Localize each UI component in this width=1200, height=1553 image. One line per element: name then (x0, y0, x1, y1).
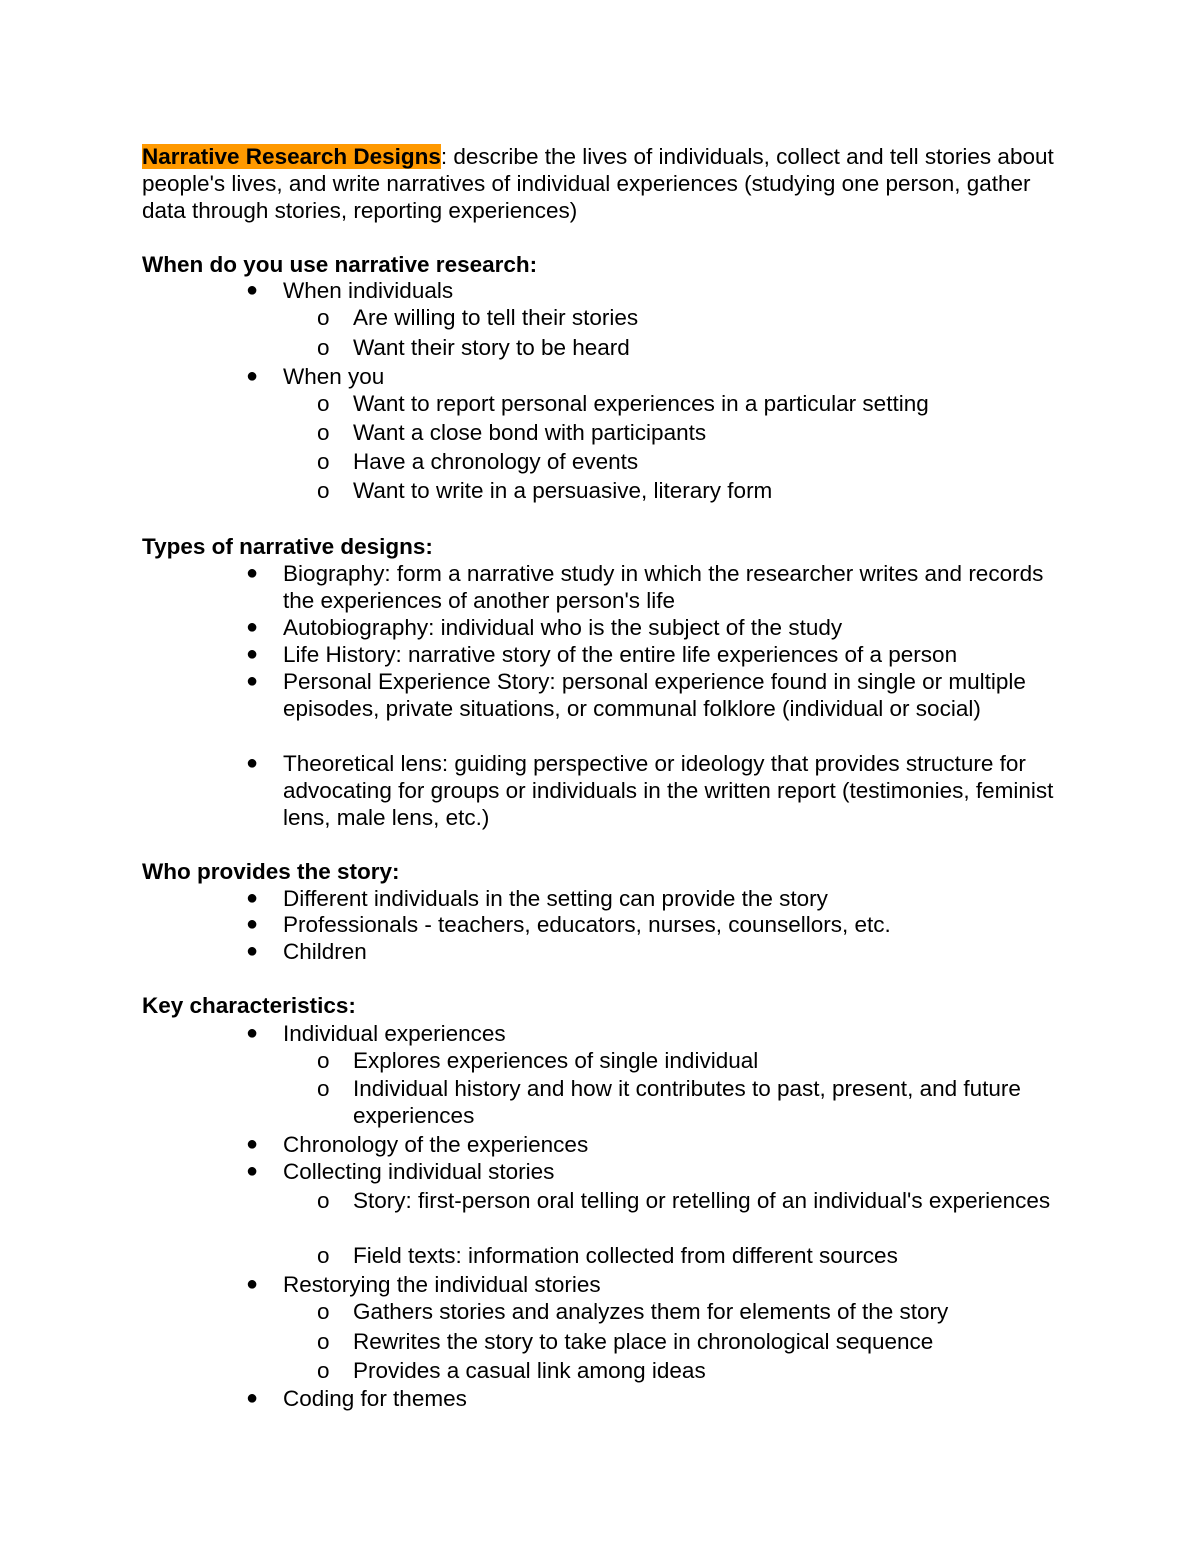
sub-list-item: o Want to write in a persuasive, literary form (317, 478, 773, 503)
bullet-icon: ● (246, 752, 259, 774)
bullet-icon: ● (246, 913, 259, 935)
sub-bullet-icon: o (317, 1329, 330, 1354)
sub-list-item: o Explores experiences of single individual (317, 1048, 759, 1073)
sub-bullet-icon: o (317, 1299, 330, 1324)
sub-list-item: o Provides a casual link among ideas (317, 1358, 706, 1383)
list-item: ● Chronology of the experiences (246, 1132, 589, 1157)
bullet-icon: ● (246, 643, 259, 665)
sub-list-item: o Individual history and how it contributes to past, present, and future experiences (317, 1076, 1021, 1128)
list-item: ● Personal Experience Story: personal experience found in single or multiple episodes, private situations, or communal folklore (individual or social) (246, 669, 1026, 721)
sub-list-item: o Gathers stories and analyzes them for elements of the story (317, 1299, 949, 1324)
sub-bullet-icon: o (317, 305, 330, 330)
bullet-icon: ● (246, 1133, 259, 1155)
sub-list-item: o Field texts: information collected from different sources (317, 1243, 898, 1268)
highlighted-term: Narrative Research Designs (142, 144, 441, 169)
list-item: ● Coding for themes (246, 1386, 467, 1411)
bullet-icon: ● (246, 887, 259, 909)
bullet-icon: ● (246, 1022, 259, 1044)
list-item: ● Individual experiences (246, 1021, 506, 1046)
sub-bullet-icon: o (317, 420, 330, 445)
bullet-icon: ● (246, 1387, 259, 1409)
list-item: ● Restorying the individual stories (246, 1272, 601, 1297)
sub-bullet-icon: o (317, 1048, 330, 1073)
bullet-icon: ● (246, 279, 259, 301)
sub-bullet-icon: o (317, 1076, 330, 1101)
sub-bullet-icon: o (317, 478, 330, 503)
list-item: ● When individuals (246, 278, 454, 303)
intro-paragraph (142, 143, 1062, 224)
list-item: ● Theoretical lens: guiding perspective or ideology that provides structure for advocating for groups or individuals in the written report (testimonies, feminist lens, male lens, etc.) (246, 751, 1054, 830)
list-item: ● Collecting individual stories (246, 1159, 555, 1184)
bullet-icon: ● (246, 1273, 259, 1295)
bullet-icon: ● (246, 365, 259, 387)
intro-text: : describe the lives of individuals, collect and tell stories about people's lives, and write narratives of individual experiences (studying one person, gather data through stories, reporting experiences) (142, 144, 1054, 223)
list-item: ● Children (246, 939, 367, 964)
list-item: ● Biography: form a narrative study in which the researcher writes and records the experiences of another person's life (246, 561, 1044, 613)
sub-bullet-icon: o (317, 1188, 330, 1213)
sub-bullet-icon: o (317, 1243, 330, 1268)
sub-bullet-icon: o (317, 449, 330, 474)
sub-bullet-icon: o (317, 1358, 330, 1383)
sub-list-item: o Want their story to be heard (317, 335, 630, 360)
bullet-icon: ● (246, 562, 259, 584)
list-item: ● When you (246, 364, 385, 389)
sub-list-item: o Want to report personal experiences in a particular setting (317, 391, 929, 416)
sub-list-item: o Rewrites the story to take place in chronological sequence (317, 1329, 934, 1354)
list-item: ● Professionals - teachers, educators, nurses, counsellors, etc. (246, 912, 891, 937)
section-heading-types: Types of narrative designs: (142, 534, 433, 559)
list-item: ● Life History: narrative story of the entire life experiences of a person (246, 642, 958, 667)
bullet-icon: ● (246, 940, 259, 962)
sub-list-item: o Want a close bond with participants (317, 420, 707, 445)
section-heading-when: When do you use narrative research: (142, 252, 538, 277)
list-item: ● Autobiography: individual who is the subject of the study (246, 615, 843, 640)
sub-list-item: o Have a chronology of events (317, 449, 639, 474)
sub-bullet-icon: o (317, 335, 330, 360)
bullet-icon: ● (246, 670, 259, 692)
sub-list-item: o Are willing to tell their stories (317, 305, 639, 330)
section-heading-who: Who provides the story: (142, 859, 400, 884)
sub-bullet-icon: o (317, 391, 330, 416)
bullet-icon: ● (246, 616, 259, 638)
list-item: ● Different individuals in the setting can provide the story (246, 886, 828, 911)
sub-list-item: o Story: first-person oral telling or retelling of an individual's experiences (317, 1188, 1051, 1213)
bullet-icon: ● (246, 1160, 259, 1182)
section-heading-key: Key characteristics: (142, 993, 356, 1018)
